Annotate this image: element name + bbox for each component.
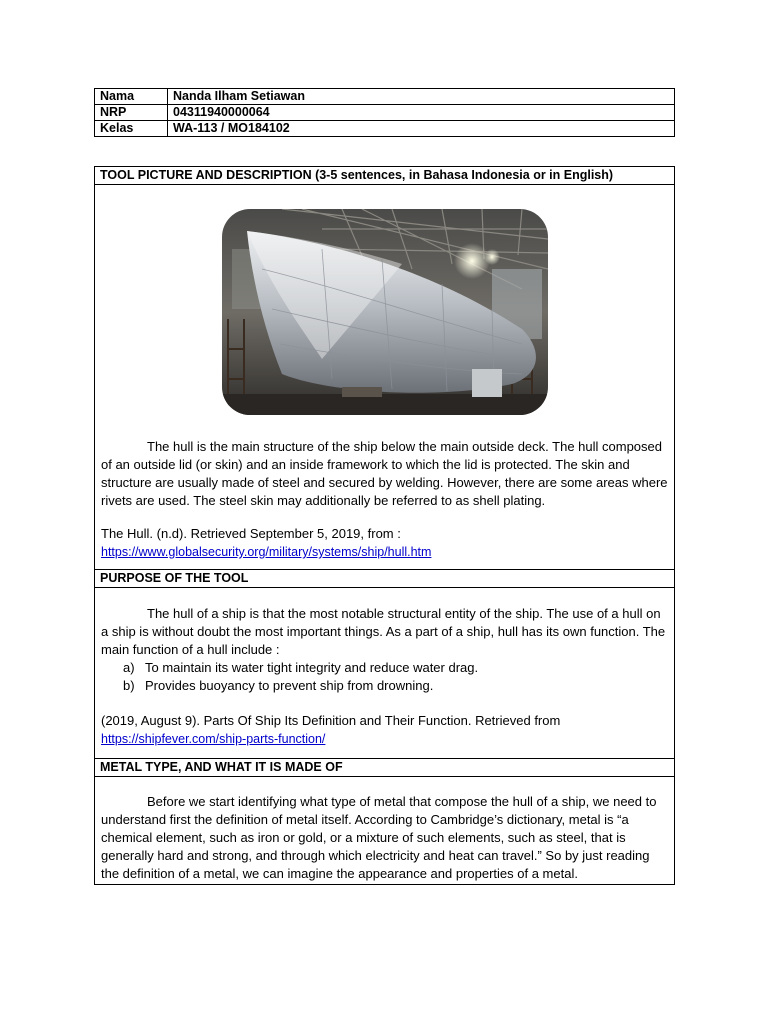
purpose-description: The hull of a ship is that the most notable structural entity of the ship. The use of a hull on a ship is without doubt the most important things. As a part of a ship, hull has its own function. The main function of a hull include :	[101, 606, 666, 657]
info-row-kelas	[95, 121, 675, 137]
section-header-picture: TOOL PICTURE AND DESCRIPTION (3-5 sentences, in Bahasa Indonesia or in English)	[95, 167, 674, 185]
info-label: Kelas	[95, 121, 168, 137]
metal-description: Before we start identifying what type of metal that compose the hull of a ship, we need to understand first the definition of metal itself. According to Cambridge’s dictionary, metal is “a chemical element, such as iron or gold, or a mixture of such elements, such as steel, that is generally hard and strong, and through which electricity and heat can travel.” So by just reading the definition of a metal, we can imagine the appearance and properties of a metal.	[101, 794, 657, 881]
info-label: NRP	[95, 105, 168, 121]
picture-source-link[interactable]: https://www.globalsecurity.org/military/systems/ship/hull.htm	[101, 545, 432, 559]
section-header-purpose: PURPOSE OF THE TOOL	[95, 569, 674, 588]
section-purpose-body	[95, 588, 674, 758]
hull-photo	[222, 209, 548, 415]
info-row-nrp	[95, 105, 675, 121]
assignment-table	[94, 166, 675, 885]
section-header-metal: METAL TYPE, AND WHAT IT IS MADE OF	[95, 758, 674, 777]
info-value: WA-113 / MO184102	[168, 121, 675, 137]
purpose-citation: (2019, August 9). Parts Of Ship Its Definition and Their Function. Retrieved from	[101, 713, 561, 728]
picture-description: The hull is the main structure of the ship below the main outside deck. The hull composed of an outside lid (or skin) and an inside framework to which the lid is protected. The skin and structure are usually made of steel and secured by welding. However, there are some areas where rivets are used. The steel skin may additionally be referred to as shell plating.	[101, 439, 668, 508]
list-item: a) To maintain its water tight integrity and reduce water drag.	[123, 660, 479, 675]
info-value: 04311940000064	[168, 105, 675, 121]
info-row-nama	[95, 89, 675, 105]
info-label: Nama	[95, 89, 168, 105]
picture-citation: The Hull. (n.d). Retrieved September 5, 2019, from :	[101, 526, 401, 541]
section-picture-body	[95, 185, 674, 569]
purpose-list	[123, 659, 668, 695]
info-value: Nanda Ilham Setiawan	[168, 89, 675, 105]
purpose-source-link[interactable]: https://shipfever.com/ship-parts-function/	[101, 732, 326, 746]
list-item: b) Provides buoyancy to prevent ship from drowning.	[123, 678, 434, 693]
section-metal-body	[95, 777, 674, 884]
student-info-table	[94, 88, 675, 137]
